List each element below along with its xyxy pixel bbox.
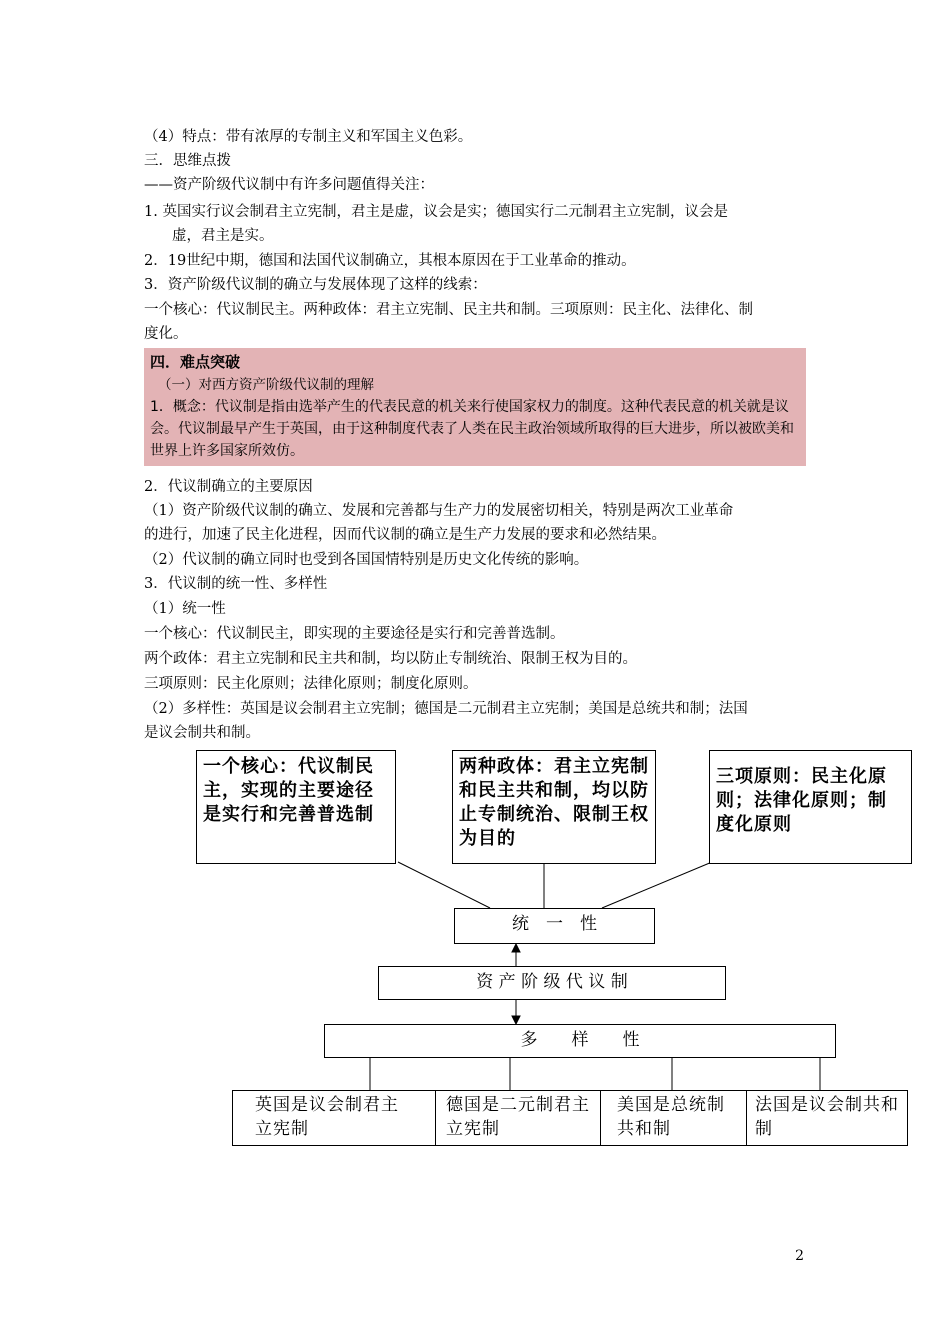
text-line: （4）特点：带有浓厚的专制主义和军国主义色彩。 (144, 129, 473, 145)
text-line: 一个核心：代议制民主，即实现的主要途径是实行和完善普选制。 (144, 626, 565, 642)
highlight-title: 四．难点突破 (150, 353, 241, 371)
country-box-fr (746, 1090, 908, 1146)
text-line: 是议会制共和制。 (144, 725, 260, 741)
principles-box (709, 750, 912, 864)
text-line: 2．代议制确立的主要原因 (144, 479, 313, 495)
text-line: ——资产阶级代议制中有许多问题值得关注： (144, 177, 434, 193)
country-uk: 英国是议会制君主立宪制 (255, 1095, 399, 1139)
polity-box (452, 750, 656, 864)
text-line: 三项原则：民主化原则；法律化原则；制度化原则。 (144, 676, 478, 692)
section-heading: 三．思维点拨 (144, 153, 231, 169)
diversity-label: 多 样 性 (520, 1030, 640, 1050)
center-label: 资 产 阶 级 代 议 制 (476, 972, 628, 992)
country-us: 美国是总统制共和制 (617, 1095, 725, 1139)
unity-label: 统 一 性 (512, 914, 597, 934)
country-box-de (435, 1090, 601, 1146)
country-box-us (600, 1090, 747, 1146)
diversity-box (324, 1024, 836, 1058)
highlight-subtitle: （一）对西方资产阶级代议制的理解 (158, 377, 374, 393)
text-line: （1）统一性 (144, 601, 226, 617)
polity-text: 两种政体：君主立宪制和民主共和制，均以防止专制统治、限制王权为目的 (459, 756, 649, 849)
country-de: 德国是二元制君主立宪制 (446, 1095, 590, 1139)
country-box-uk (232, 1090, 436, 1146)
text-line: 虚，君主是实。 (172, 228, 274, 244)
core-text: 一个核心：代议制民主，实现的主要途径是实行和完善普选制 (203, 756, 374, 825)
page-number: 2 (795, 1248, 804, 1264)
text-line: 两个政体：君主立宪制和民主共和制，均以防止专制统治、限制王权为目的。 (144, 651, 637, 667)
text-line: 一个核心：代议制民主。两种政体：君主立宪制、民主共和制。三项原则：民主化、法律化、制 (144, 302, 753, 318)
text-line: （2）多样性：英国是议会制君主立宪制；德国是二元制君主立宪制；美国是总统共和制；法国 (144, 701, 748, 717)
text-line: 1. 英国实行议会制君主立宪制，君主是虚，议会是实；德国实行二元制君主立宪制，议会是 (144, 204, 728, 220)
center-box (378, 966, 726, 1000)
text-line: （2）代议制的确立同时也受到各国国情特别是历史文化传统的影响。 (144, 552, 589, 568)
country-fr: 法国是议会制共和制 (755, 1095, 899, 1139)
text-line: 度化。 (144, 326, 188, 342)
text-line: 的进行，加速了民主化进程，因而代议制的确立是生产力发展的要求和必然结果。 (144, 527, 666, 543)
text-line: 3．资产阶级代议制的确立与发展体现了这样的线索： (144, 277, 487, 293)
text-line: 2．19世纪中期，德国和法国代议制确立，其根本原因在于工业革命的推动。 (144, 253, 636, 269)
highlight-body: 1．概念：代议制是指由选举产生的代表民意的机关来行使国家权力的制度。这种代表民意的机关就是议会。代议制最早产生于英国，由于这种制度代表了人类在民主政治领域所取得的巨大进步，所以被欧美和世界上许多国家所效仿。 (150, 399, 794, 459)
text-line: 3．代议制的统一性、多样性 (144, 576, 328, 592)
unity-box (454, 908, 655, 944)
principles-text: 三项原则：民主化原则；法律化原则；制度化原则 (716, 766, 887, 835)
core-box (196, 750, 396, 864)
text-line: （1）资产阶级代议制的确立、发展和完善都与生产力的发展密切相关，特别是两次工业革命 (144, 503, 734, 519)
